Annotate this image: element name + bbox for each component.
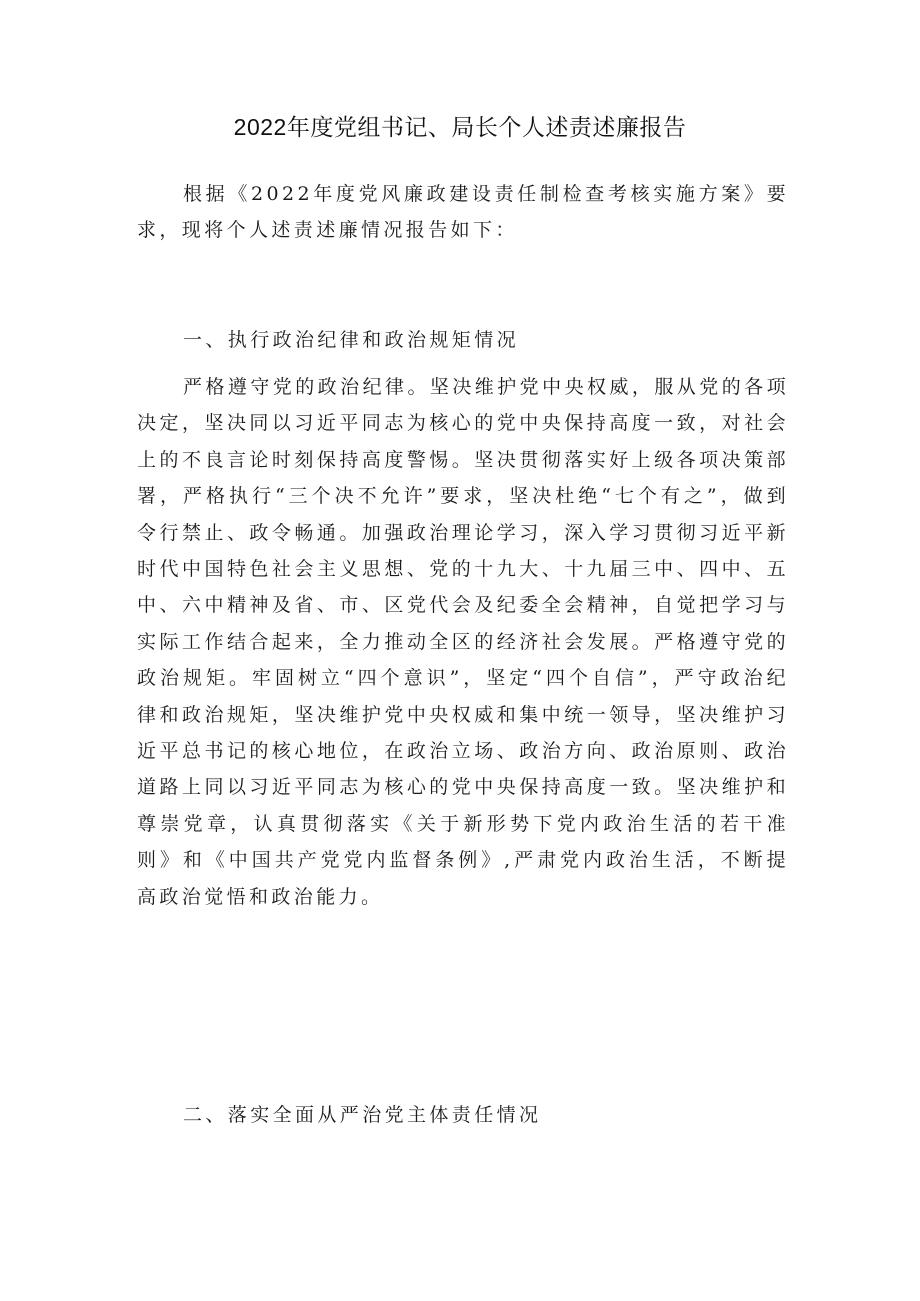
section-1-paragraph: 严格遵守党的政治纪律。坚决维护党中央权威，服从党的各项决定，坚决同以习近平同志为核心的党中央保持高度一致，对社会上的不良言论时刻保持高度警惕。坚决贯彻落实好上级各项决策部署，严格执行“三个决不允许”要求，坚决杜绝“七个有之”，做到令行禁止、政令畅通。加强政治理论学习，深入学习贯彻习近平新时代中国特色社会主义思想、党的十九大、十九届三中、四中、五中、六中精神及省、市、区党代会及纪委全会精神，自觉把学习与实际工作结合起来，全力推动全区的经济社会发展。严格遵守党的政治规矩。牢固树立“四个意识”，坚定“四个自信”，严守政治纪律和政治规矩，坚决维护党中央权威和集中统一领导，坚决维护习近平总书记的核心地位，在政治立场、政治方向、政治原则、政治道路上同以习近平同志为核心的党中央保持高度一致。坚决维护和尊崇党章，认真贯彻落实《关于新形势下党内政治生活的若干准则》和《中国共产党党内监督条例》,严肃党内政治生活，不断提高政治觉悟和政治能力。: [137, 376, 789, 908]
section-2-heading: 二、落实全面从严治党主体责任情况: [183, 1104, 542, 1126]
document-title: 2022年度党组书记、局长个人述责述廉报告: [233, 114, 687, 140]
intro-paragraph: 根据《2022年度党风廉政建设责任制检查考核实施方案》要求，现将个人述责述廉情况报告如下：: [137, 183, 789, 242]
section-1-heading: 一、执行政治纪律和政治规矩情况: [183, 329, 520, 351]
